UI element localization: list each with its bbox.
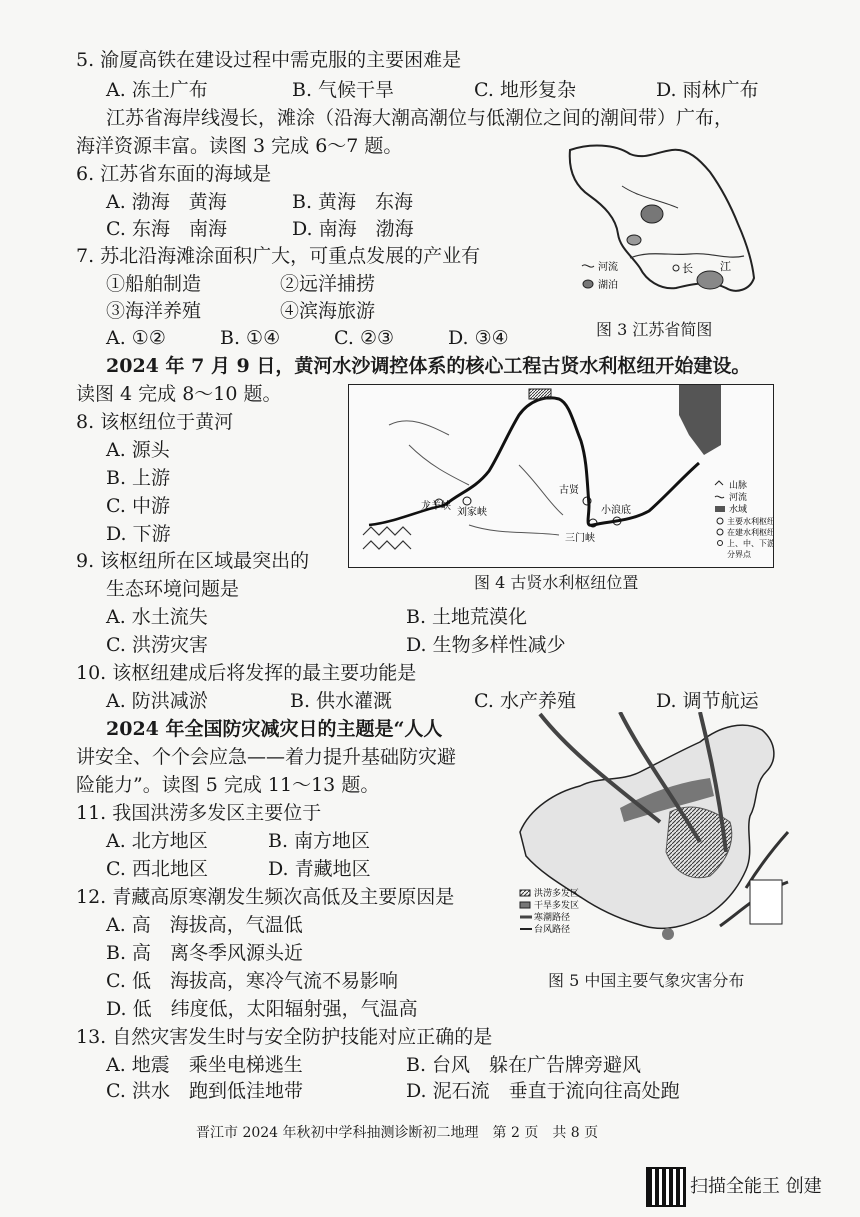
q12-stem: 12. 青藏高原寒潮发生频次高低及主要原因是 xyxy=(76,886,455,908)
fig3-label-jiang: 江 xyxy=(720,260,731,273)
fig4-legend-building-dam: 在建水利枢纽 xyxy=(727,528,773,537)
intro-8-10-line2: 读图 4 完成 8～10 题。 xyxy=(76,383,282,405)
fig4-legend-reach-point: 上、中、下游 xyxy=(727,539,773,548)
q7-option-d: D. ③④ xyxy=(448,327,509,349)
q5-option-a: A. 冻土广布 xyxy=(106,79,208,101)
q6-option-d: D. 南海 渤海 xyxy=(292,218,414,240)
q5-option-c: C. 地形复杂 xyxy=(474,79,576,101)
fig5-legend-typhoon: 台风路径 xyxy=(534,925,571,935)
intro-8-10-line1: 2024 年 7 月 9 日，黄河水沙调控体系的核心工程古贤水利枢纽开始建设。 xyxy=(106,355,751,377)
q10-option-b: B. 供水灌溉 xyxy=(290,690,393,712)
q5-option-d: D. 雨林广布 xyxy=(656,79,759,101)
q11-stem: 11. 我国洪涝多发区主要位于 xyxy=(76,802,322,824)
q13-option-b: B. 台风 躲在广告牌旁避风 xyxy=(406,1054,642,1076)
q13-stem: 13. 自然灾害发生时与安全防护技能对应正确的是 xyxy=(76,1026,493,1048)
q11-option-b: B. 南方地区 xyxy=(268,830,371,852)
q8-stem: 8. 该枢纽位于黄河 xyxy=(76,411,234,433)
fig4-legend-river: 河流 xyxy=(729,493,748,503)
q10-option-c: C. 水产养殖 xyxy=(474,690,576,712)
intro-11-13-line2: 讲安全、个个会应急——着力提升基础防灾避 xyxy=(76,746,457,768)
fig5-legend-drought: 干旱多发区 xyxy=(534,901,580,911)
q7-item-2: ②远洋捕捞 xyxy=(280,273,376,295)
fig4-legend-mountain: 山脉 xyxy=(729,481,748,491)
q8-option-d: D. 下游 xyxy=(106,523,171,545)
fig3-legend-lake: 湖泊 xyxy=(598,280,618,291)
q11-option-c: C. 西北地区 xyxy=(106,858,208,880)
q7-item-1: ①船舶制造 xyxy=(106,273,202,295)
intro-11-13-line3: 险能力”。读图 5 完成 11～13 题。 xyxy=(76,774,380,796)
q11-option-a: A. 北方地区 xyxy=(106,830,208,852)
scanner-watermark: 扫描全能王 创建 xyxy=(690,1176,822,1197)
q9-stem-line2: 生态环境问题是 xyxy=(106,578,240,600)
q9-option-a: A. 水土流失 xyxy=(106,606,208,628)
q7-option-b: B. ①④ xyxy=(220,327,281,349)
page-footer: 晋江市 2024 年秋初中学科抽测诊断初二地理 第 2 页 共 8 页 xyxy=(196,1125,599,1141)
q6-option-b: B. 黄海 东海 xyxy=(292,191,414,213)
q9-option-c: C. 洪涝灾害 xyxy=(106,634,208,656)
fig4-place-sanmenxia: 三门峡 xyxy=(565,533,595,544)
fig4-legend-boundary: 分界点 xyxy=(727,550,751,559)
fig3-label-chang: 长 xyxy=(682,262,693,275)
q9-option-d: D. 生物多样性减少 xyxy=(406,634,566,656)
q7-stem: 7. 苏北沿海滩涂面积广大，可重点发展的产业有 xyxy=(76,245,481,267)
q6-option-c: C. 东海 南海 xyxy=(106,218,227,240)
q12-option-a: A. 高 海拔高，气温低 xyxy=(106,914,303,936)
figure-4-caption: 图 4 古贤水利枢纽位置 xyxy=(474,573,639,592)
q6-stem: 6. 江苏省东面的海域是 xyxy=(76,163,272,185)
q13-option-c: C. 洪水 跑到低洼地带 xyxy=(106,1080,303,1102)
intro-6-7-line2: 海洋资源丰富。读图 3 完成 6～7 题。 xyxy=(76,135,403,157)
fig4-legend-main-dam: 主要水利枢纽 xyxy=(727,517,773,526)
q5-stem: 5. 渝厦高铁在建设过程中需克服的主要困难是 xyxy=(76,49,462,71)
q9-option-b: B. 土地荒漠化 xyxy=(406,606,528,628)
intro-6-7-line1: 江苏省海岸线漫长，滩涂（沿海大潮高潮位与低潮位之间的潮间带）广布， xyxy=(106,107,734,129)
intro-11-13-line1: 2024 年全国防灾减灾日的主题是“人人 xyxy=(106,718,443,740)
q12-option-c: C. 低 海拔高，寒冷气流不易影响 xyxy=(106,970,398,992)
q13-option-d: D. 泥石流 垂直于流向往高处跑 xyxy=(406,1080,680,1102)
fig3-legend-river: 河流 xyxy=(598,262,618,273)
q8-option-a: A. 源头 xyxy=(106,439,170,461)
q8-option-b: B. 上游 xyxy=(106,467,171,489)
figure-5-caption: 图 5 中国主要气象灾害分布 xyxy=(548,971,745,990)
q10-option-a: A. 防洪减淤 xyxy=(106,690,208,712)
q13-option-a: A. 地震 乘坐电梯逃生 xyxy=(106,1054,303,1076)
fig5-legend-cold-wave: 寒潮路径 xyxy=(534,913,571,923)
fig4-legend-water: 水域 xyxy=(729,505,748,515)
q6-option-a: A. 渤海 黄海 xyxy=(106,191,227,213)
q7-item-3: ③海洋养殖 xyxy=(106,300,202,322)
qr-code-icon xyxy=(646,1167,686,1207)
figure-3-caption: 图 3 江苏省简图 xyxy=(596,320,713,339)
q7-item-4: ④滨海旅游 xyxy=(280,300,376,322)
q12-option-d: D. 低 纬度低，太阳辐射强，气温高 xyxy=(106,998,418,1020)
q12-option-b: B. 高 离冬季风源头近 xyxy=(106,942,304,964)
figure-4-yellow-river-map xyxy=(348,384,774,568)
fig4-place-liujiaxia: 刘家峡 xyxy=(457,507,487,518)
q10-option-d: D. 调节航运 xyxy=(656,690,759,712)
fig4-place-xiaolangdi: 小浪底 xyxy=(601,505,631,516)
fig4-place-guxian: 古贤 xyxy=(559,485,579,496)
figure-3-jiangsu-map xyxy=(560,138,760,313)
q7-option-c: C. ②③ xyxy=(334,327,395,349)
q8-option-c: C. 中游 xyxy=(106,495,170,517)
q9-stem-line1: 9. 该枢纽所在区域最突出的 xyxy=(76,550,310,572)
q7-option-a: A. ①② xyxy=(106,327,166,349)
q11-option-d: D. 青藏地区 xyxy=(268,858,371,880)
figure-5-china-disaster-map xyxy=(500,712,792,966)
fig5-legend-flood: 洪涝多发区 xyxy=(534,889,580,899)
q5-option-b: B. 气候干旱 xyxy=(292,79,395,101)
q10-stem: 10. 该枢纽建成后将发挥的最主要功能是 xyxy=(76,662,417,684)
fig4-place-longyangxia: 龙羊峡 xyxy=(421,501,451,512)
